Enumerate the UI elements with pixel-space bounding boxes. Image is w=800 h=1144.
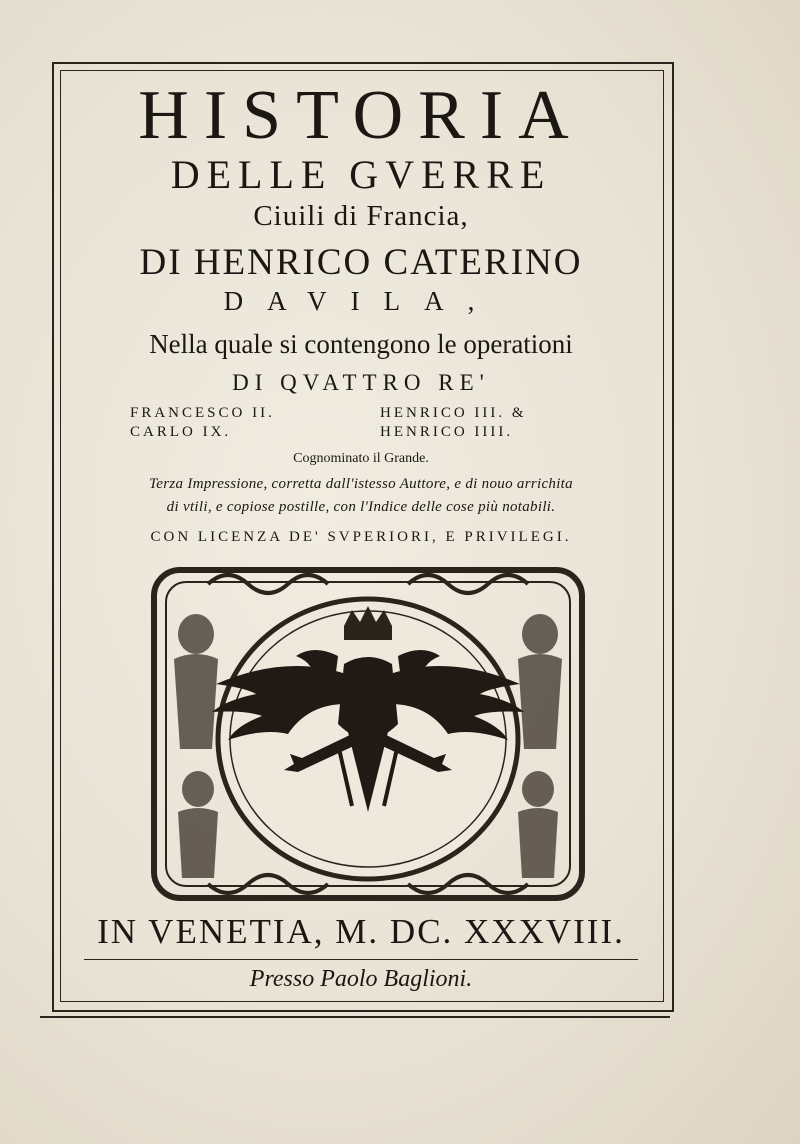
author-name: DI HENRICO CATERINO bbox=[139, 242, 583, 283]
king-name: HENRICO IIII. bbox=[380, 424, 514, 440]
edition-note-line2: di vtili, e copiose postille, con l'Indice delle cose più notabili. bbox=[166, 499, 556, 515]
double-headed-eagle-icon bbox=[148, 564, 588, 904]
title-content bbox=[64, 74, 658, 996]
main-title: HISTORIA bbox=[138, 77, 584, 154]
description-line: Nella quale si contengono le operationi bbox=[149, 329, 573, 359]
author-surname: DAVILA, bbox=[223, 286, 499, 316]
subtitle-civil: Ciuili di Francia, bbox=[253, 200, 469, 232]
four-kings-heading: DI QVATTRO RE' bbox=[232, 370, 490, 395]
bottom-rule bbox=[40, 1016, 670, 1018]
king-name: CARLO IX. bbox=[130, 424, 232, 440]
king-name: FRANCESCO II. bbox=[130, 405, 275, 421]
subtitle-line: DELLE GVERRE bbox=[170, 152, 552, 197]
king-name: HENRICO III. & bbox=[380, 405, 527, 421]
kings-list bbox=[130, 404, 600, 444]
printer-name: Presso Paolo Baglioni. bbox=[249, 966, 473, 992]
epithet: Cognominato il Grande. bbox=[293, 451, 429, 466]
license-line: CON LICENZA DE' SVPERIORI, E PRIVILEGI. bbox=[150, 529, 572, 545]
edition-note-line1: Terza Impressione, corretta dall'istesso Auttore, e di nouo arrichita bbox=[149, 476, 573, 492]
imprint-divider bbox=[84, 959, 638, 960]
imprint-place-date: IN VENETIA, M. DC. XXXVIII. bbox=[97, 912, 625, 951]
